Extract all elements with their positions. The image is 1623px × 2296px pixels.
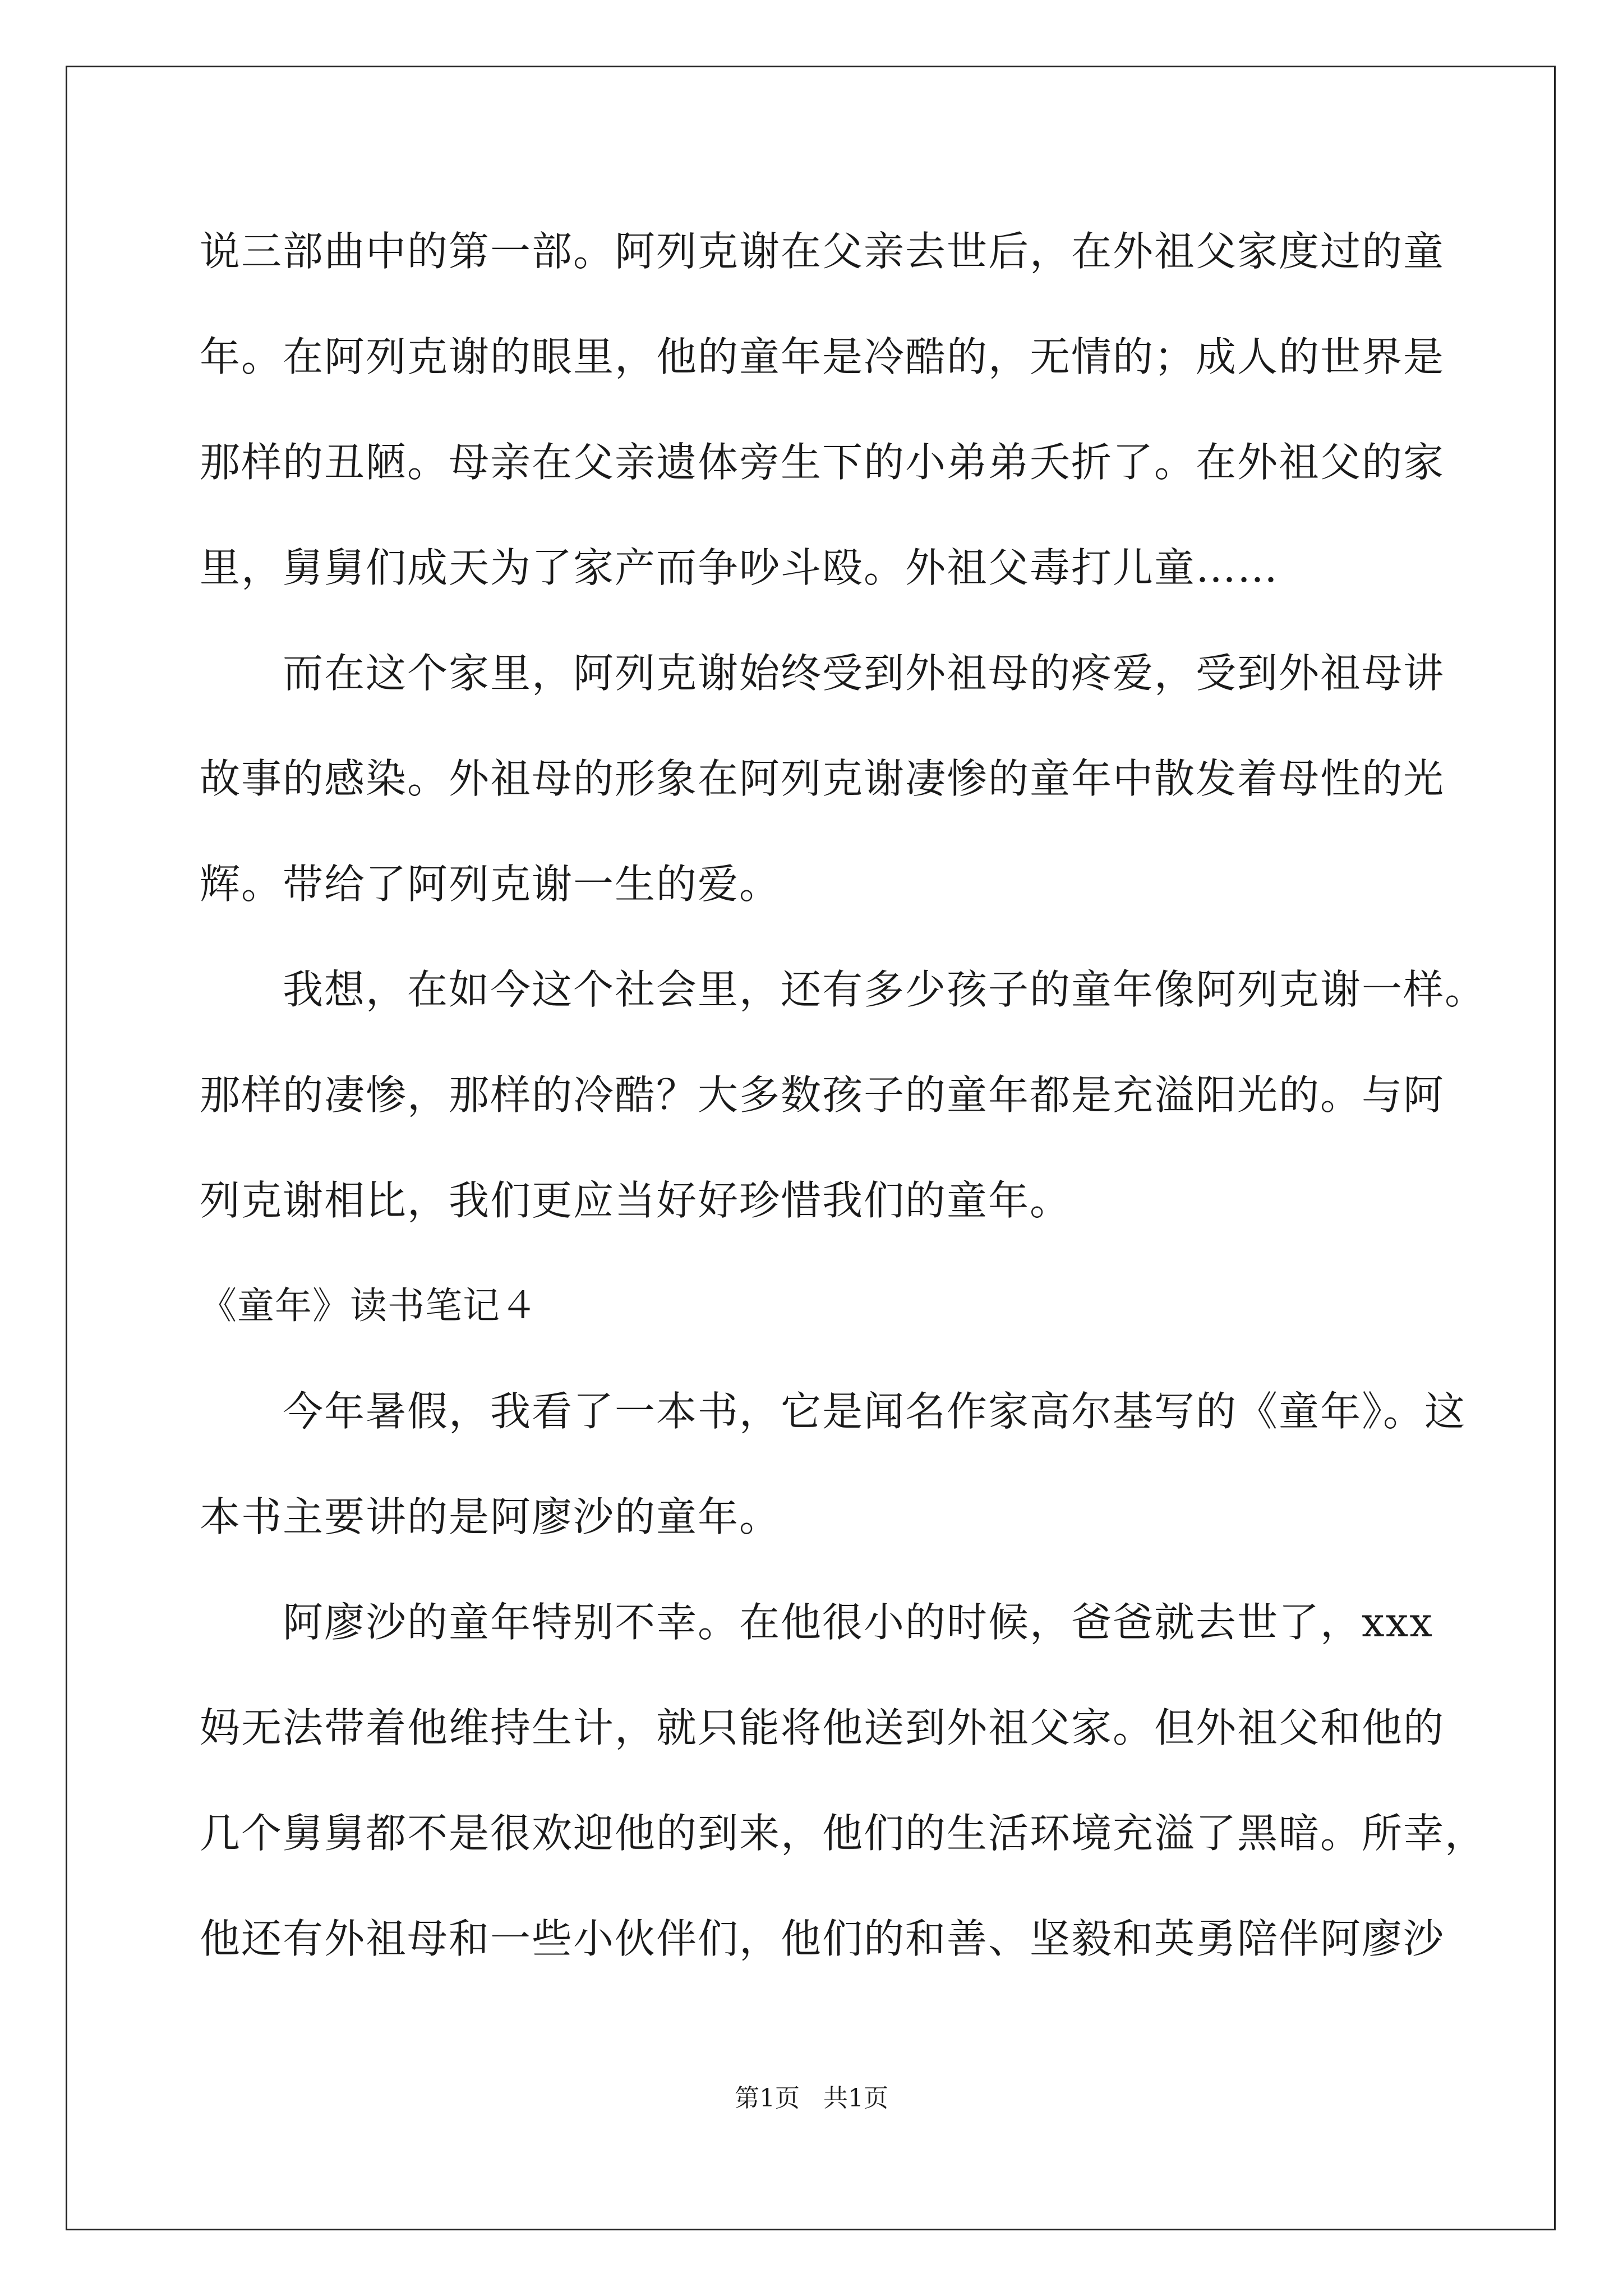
text-line: 几个舅舅都不是很欢迎他的到来，他们的生活环境充溢了黑暗。所幸， (200, 1810, 1487, 1857)
text-line: 他还有外祖母和一些小伙伴们，他们的和善、坚毅和英勇陪伴阿廖沙 (200, 1915, 1445, 1962)
text-line: 故事的感染。外祖母的形象在阿列克谢凄惨的童年中散发着母性的光 (200, 755, 1445, 802)
text-line: 说三部曲中的第一部。阿列克谢在父亲去世后，在外祖父家度过的童 (200, 228, 1445, 275)
text-line: 妈无法带着他维持生计，就只能将他送到外祖父家。但外祖父和他的 (200, 1704, 1445, 1751)
text-line: 列克谢相比，我们更应当好好珍惜我们的童年。 (200, 1177, 1072, 1224)
text-line: 本书主要讲的是阿廖沙的童年。 (200, 1493, 781, 1540)
page-border (66, 66, 1556, 2230)
text-line: 那样的凄惨，那样的冷酷？大多数孩子的童年都是充溢阳光的。与阿 (200, 1071, 1445, 1119)
paragraph-start-line: 我想，在如今这个社会里，还有多少孩子的童年像阿列克谢一样。 (283, 966, 1487, 1013)
text-line: 辉。带给了阿列克谢一生的爱。 (200, 861, 781, 908)
text-line: 年。在阿列克谢的眼里，他的童年是冷酷的，无情的；成人的世界是 (200, 333, 1445, 380)
page-number-footer: 第1页 共1页 (735, 2084, 888, 2113)
section-heading: 《童年》读书笔记４ (200, 1284, 538, 1327)
paragraph-start-line: 阿廖沙的童年特别不幸。在他很小的时候，爸爸就去世了，xxx (283, 1599, 1433, 1646)
text-line: 里，舅舅们成天为了家产而争吵斗殴。外祖父毒打儿童…… (200, 544, 1279, 591)
paragraph-start-line: 今年暑假，我看了一本书，它是闻名作家高尔基写的《童年》。这 (283, 1388, 1467, 1435)
paragraph-start-line: 而在这个家里，阿列克谢始终受到外祖母的疼爱，受到外祖母讲 (283, 650, 1445, 697)
text-line: 那样的丑陋。母亲在父亲遗体旁生下的小弟弟夭折了。在外祖父的家 (200, 439, 1445, 486)
